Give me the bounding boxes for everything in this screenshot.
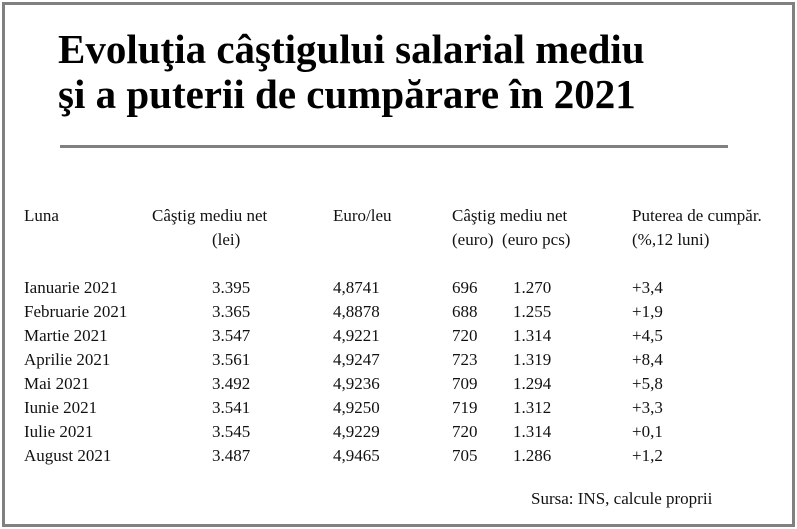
cell-lei: 3.545 xyxy=(212,422,251,441)
table-row xyxy=(5,277,792,301)
cell-euro-pcs: 1.270 xyxy=(513,278,552,297)
cell-euro-pcs: 1.319 xyxy=(513,350,552,369)
cell-putere: +5,8 xyxy=(632,374,663,393)
cell-luna: Iunie 2021 xyxy=(24,398,98,417)
header-luna: Luna xyxy=(24,206,59,225)
cell-euro: 720 xyxy=(452,422,478,441)
cell-putere: +1,9 xyxy=(632,302,663,321)
header-putere: Puterea de cumpăr. xyxy=(632,206,762,225)
cell-luna: Ianuarie 2021 xyxy=(24,278,118,297)
cell-euro: 709 xyxy=(452,374,478,393)
cell-euro: 723 xyxy=(452,350,478,369)
cell-curs: 4,9229 xyxy=(333,422,380,441)
cell-luna: Martie 2021 xyxy=(24,326,108,345)
title-line-2: şi a puterii de cumpărare în 2021 xyxy=(58,71,636,117)
cell-euro-pcs: 1.314 xyxy=(513,326,552,345)
cell-luna: Iulie 2021 xyxy=(24,422,94,441)
cell-euro-pcs: 1.294 xyxy=(513,374,552,393)
page-title xyxy=(58,27,645,117)
cell-euro-pcs: 1.312 xyxy=(513,398,552,417)
cell-euro: 688 xyxy=(452,302,478,321)
cell-curs: 4,8878 xyxy=(333,302,380,321)
table-row xyxy=(5,349,792,373)
table-row xyxy=(5,325,792,349)
cell-lei: 3.561 xyxy=(212,350,251,369)
cell-putere: +8,4 xyxy=(632,350,663,369)
header-euro-leu: Euro/leu xyxy=(333,206,392,225)
cell-putere: +4,5 xyxy=(632,326,663,345)
cell-curs: 4,9236 xyxy=(333,374,380,393)
cell-curs: 4,9465 xyxy=(333,446,380,465)
cell-lei: 3.541 xyxy=(212,398,251,417)
cell-lei: 3.547 xyxy=(212,326,251,345)
cell-euro: 720 xyxy=(452,326,478,345)
cell-euro-pcs: 1.255 xyxy=(513,302,552,321)
cell-luna: Mai 2021 xyxy=(24,374,90,393)
cell-putere: +3,4 xyxy=(632,278,663,297)
document-frame xyxy=(2,2,795,527)
cell-euro: 705 xyxy=(452,446,478,465)
cell-curs: 4,8741 xyxy=(333,278,380,297)
cell-luna: Aprilie 2021 xyxy=(24,350,111,369)
cell-euro-pcs: 1.314 xyxy=(513,422,552,441)
table-row xyxy=(5,421,792,445)
cell-euro: 696 xyxy=(452,278,478,297)
cell-lei: 3.492 xyxy=(212,374,251,393)
cell-luna: August 2021 xyxy=(24,446,112,465)
cell-lei: 3.487 xyxy=(212,446,251,465)
table-row xyxy=(5,301,792,325)
cell-curs: 4,9221 xyxy=(333,326,380,345)
cell-lei: 3.395 xyxy=(212,278,251,297)
header-castig-net-unit: (lei) xyxy=(212,230,241,249)
header-putere-unit: (%,12 luni) xyxy=(632,230,710,249)
cell-putere: +1,2 xyxy=(632,446,663,465)
source-note: Sursa: INS, calcule proprii xyxy=(531,489,713,508)
cell-putere: +0,1 xyxy=(632,422,663,441)
table-row xyxy=(5,445,792,469)
cell-lei: 3.365 xyxy=(212,302,251,321)
header-castig-net: Câştig mediu net xyxy=(152,206,268,225)
title-line-1: Evoluţia câştigului salarial mediu xyxy=(58,26,645,72)
cell-putere: +3,3 xyxy=(632,398,663,417)
cell-euro: 719 xyxy=(452,398,478,417)
cell-curs: 4,9247 xyxy=(333,350,380,369)
table-row xyxy=(5,373,792,397)
header-castig-euro-unit: (euro) (euro pcs) xyxy=(452,230,571,249)
cell-euro-pcs: 1.286 xyxy=(513,446,552,465)
header-castig-euro: Câştig mediu net xyxy=(452,206,568,225)
table-row xyxy=(5,397,792,421)
cell-curs: 4,9250 xyxy=(333,398,380,417)
title-underline xyxy=(60,145,728,148)
cell-luna: Februarie 2021 xyxy=(24,302,128,321)
